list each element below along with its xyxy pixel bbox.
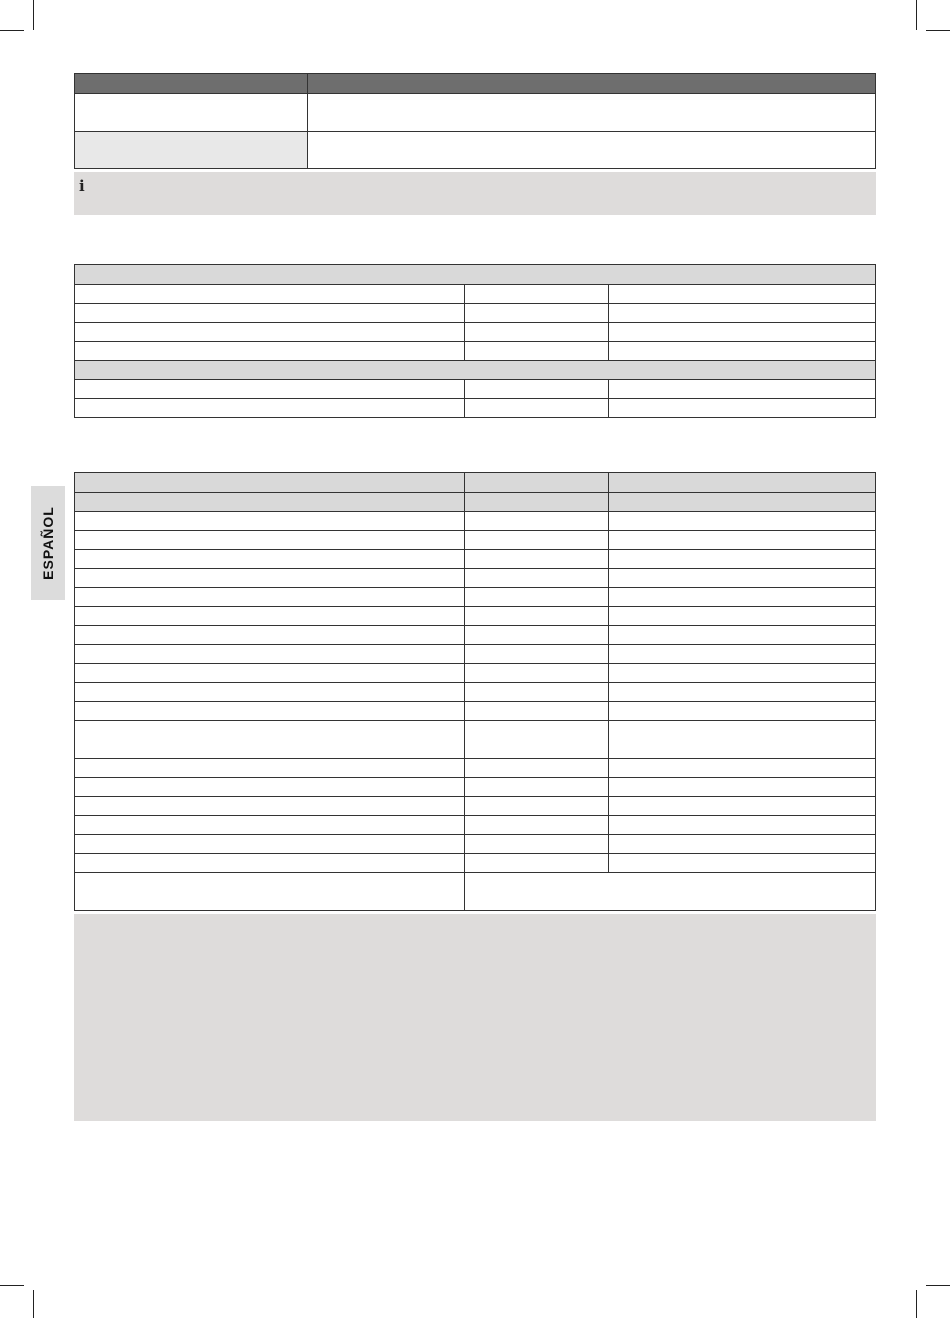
table-row [75, 550, 875, 569]
table-row [75, 797, 875, 816]
table-header-cell [75, 361, 875, 379]
table-cell [75, 645, 465, 663]
table-row [75, 342, 875, 361]
table-cell [609, 797, 875, 815]
crop-mark [33, 1290, 34, 1318]
table-cell [465, 816, 609, 834]
table-header-row [75, 74, 875, 94]
table-cell [609, 607, 875, 625]
table-cell [75, 721, 465, 758]
table-cell [609, 835, 875, 853]
table-cell [75, 626, 465, 644]
table-row [75, 626, 875, 645]
table-cell [465, 569, 609, 587]
table-cell [75, 607, 465, 625]
table-cell [609, 702, 875, 720]
table-bottom [74, 472, 876, 911]
table-cell [609, 512, 875, 530]
table-row [75, 285, 875, 304]
table-cell [75, 323, 465, 341]
crop-mark [0, 30, 24, 31]
table-row [75, 304, 875, 323]
table-cell [75, 550, 465, 568]
table-row [75, 816, 875, 835]
language-label: ESPAÑOL [40, 506, 57, 580]
info-note [74, 172, 876, 215]
table-top [74, 73, 876, 169]
table-cell [609, 816, 875, 834]
table-cell [465, 512, 609, 530]
table-header-row [75, 473, 875, 493]
table-cell [75, 873, 465, 910]
table-row [75, 702, 875, 721]
table-row [75, 721, 875, 759]
table-cell [609, 380, 875, 398]
table-cell [465, 531, 609, 549]
table-cell [465, 399, 609, 417]
crop-mark [916, 1290, 917, 1318]
table-header-cell [75, 74, 308, 93]
table-header-cell [75, 473, 465, 492]
table-cell [465, 835, 609, 853]
table-cell [465, 588, 609, 606]
crop-mark [916, 0, 917, 30]
table-cell [75, 588, 465, 606]
language-side-tab [31, 486, 65, 600]
table-cell [609, 569, 875, 587]
table-section-header [75, 265, 875, 285]
table-cell [609, 323, 875, 341]
table-cell [609, 854, 875, 872]
table-cell [465, 873, 875, 910]
table-cell [308, 94, 875, 131]
crop-mark [926, 30, 950, 31]
table-cell [465, 645, 609, 663]
table-header-cell [609, 473, 875, 492]
table-cell [465, 702, 609, 720]
table-cell [609, 626, 875, 644]
table-row [75, 835, 875, 854]
table-cell [465, 664, 609, 682]
table-middle [74, 264, 876, 418]
table-row [75, 645, 875, 664]
table-row [75, 380, 875, 399]
table-cell [465, 285, 609, 303]
table-cell [308, 132, 875, 168]
table-header-cell [75, 493, 465, 511]
table-row [75, 512, 875, 531]
table-header-cell [75, 265, 875, 284]
table-row [75, 132, 875, 168]
table-cell [75, 759, 465, 777]
table-cell [609, 759, 875, 777]
table-row [75, 323, 875, 342]
table-row [75, 94, 875, 132]
table-cell [465, 759, 609, 777]
note-box [74, 914, 876, 1121]
table-section-header [75, 493, 875, 512]
table-cell [465, 342, 609, 360]
table-row [75, 683, 875, 702]
table-cell [75, 512, 465, 530]
table-row [75, 759, 875, 778]
table-cell [75, 797, 465, 815]
table-cell [75, 94, 308, 131]
table-header-cell [465, 473, 609, 492]
table-row [75, 399, 875, 417]
table-cell [75, 531, 465, 549]
table-cell [75, 778, 465, 796]
table-cell [465, 607, 609, 625]
table-cell [465, 626, 609, 644]
table-cell [75, 683, 465, 701]
table-cell [609, 399, 875, 417]
table-section-header [75, 361, 875, 380]
table-cell [465, 304, 609, 322]
crop-mark [33, 0, 34, 30]
table-cell [75, 342, 465, 360]
table-cell [609, 683, 875, 701]
table-row [75, 607, 875, 626]
table-cell [75, 854, 465, 872]
table-row [75, 531, 875, 550]
table-header-cell [308, 74, 875, 93]
table-row [75, 664, 875, 683]
table-row [75, 569, 875, 588]
table-header-cell [465, 493, 609, 511]
table-cell [609, 342, 875, 360]
table-row [75, 854, 875, 873]
table-cell [609, 550, 875, 568]
table-cell [75, 816, 465, 834]
crop-mark [926, 1285, 950, 1286]
table-cell [75, 569, 465, 587]
table-cell [75, 132, 308, 168]
table-cell [609, 778, 875, 796]
table-cell [609, 721, 875, 758]
table-cell [465, 778, 609, 796]
table-cell [609, 664, 875, 682]
table-header-cell [609, 493, 875, 511]
table-row [75, 588, 875, 607]
table-cell [465, 323, 609, 341]
table-cell [75, 380, 465, 398]
table-cell [609, 304, 875, 322]
table-cell [609, 531, 875, 549]
table-cell [75, 664, 465, 682]
info-icon: i [79, 177, 85, 195]
table-cell [465, 380, 609, 398]
table-cell [465, 721, 609, 758]
table-cell [465, 550, 609, 568]
table-cell [465, 854, 609, 872]
table-cell [75, 304, 465, 322]
table-row [75, 873, 875, 910]
table-cell [465, 683, 609, 701]
table-cell [75, 835, 465, 853]
table-cell [75, 285, 465, 303]
table-cell [609, 645, 875, 663]
table-cell [75, 399, 465, 417]
table-cell [75, 702, 465, 720]
table-cell [609, 285, 875, 303]
crop-mark [0, 1285, 24, 1286]
table-cell [465, 797, 609, 815]
table-cell [609, 588, 875, 606]
table-row [75, 778, 875, 797]
